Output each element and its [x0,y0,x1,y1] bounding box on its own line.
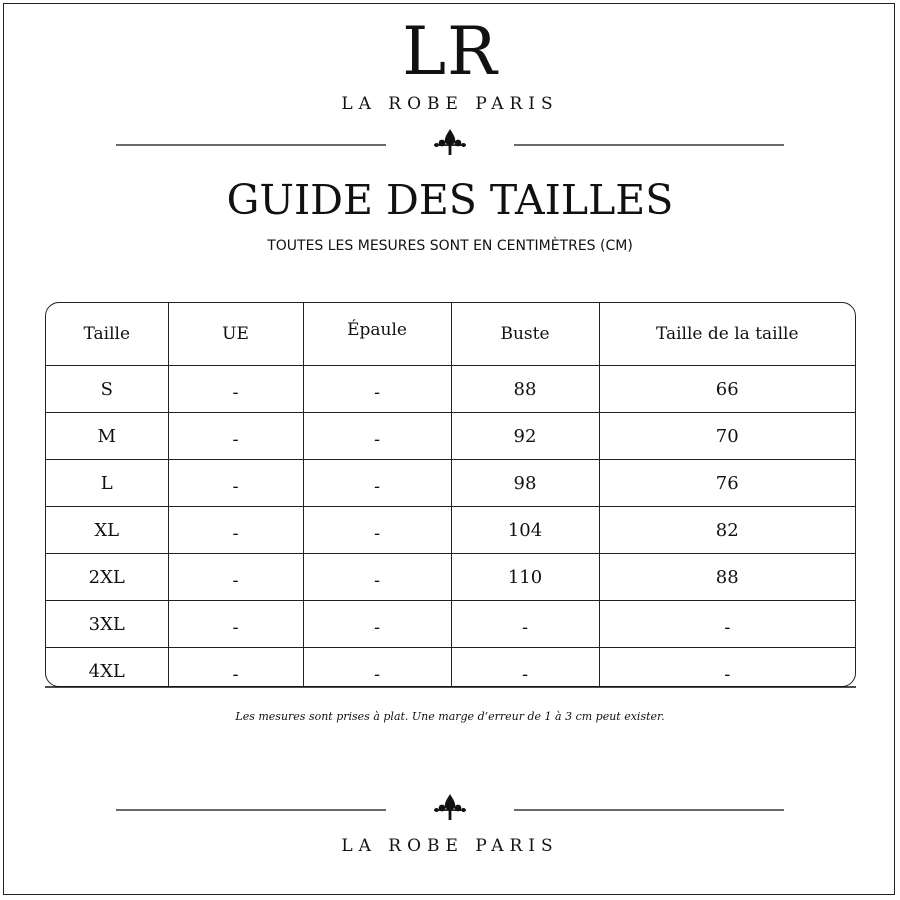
cell-size: M [46,413,168,460]
cell-buste: - [451,648,599,688]
cell-size: 3XL [46,601,168,648]
page-subtitle: TOUTES LES MESURES SONT EN CENTIMÈTRES (CM) [267,238,633,254]
cell-epaule: - [303,601,451,648]
cell-tour-de-taille: 70 [599,413,855,460]
cell-ue: - [168,413,303,460]
cell-epaule: - [303,648,451,688]
column-header-epaule: Épaule [303,303,451,366]
cell-buste: 110 [451,554,599,601]
cell-buste: - [451,601,599,648]
cell-tour-de-taille: 76 [599,460,855,507]
page-title: GUIDE DES TAILLES [226,176,674,224]
cell-ue: - [168,648,303,688]
logo-monogram: LR [402,13,498,90]
cell-epaule: - [303,554,451,601]
column-header-tour-de-taille: Taille de la taille [599,303,855,366]
cell-epaule: - [303,507,451,554]
cell-buste: 98 [451,460,599,507]
table-row [46,413,855,460]
table-row [46,554,855,601]
bottom-divider [0,790,900,830]
cell-buste: 92 [451,413,599,460]
cell-epaule: - [303,460,451,507]
table-row [46,648,855,688]
cell-ue: - [168,601,303,648]
measurement-note: Les mesures sont prises à plat. Une marge d’erreur de 1 à 3 cm peut exister. [235,710,665,723]
cell-epaule: - [303,413,451,460]
table-underline [0,685,900,689]
brand-name-top: LA ROBE PARIS [341,94,559,114]
column-header-buste: Buste [451,303,599,366]
cell-tour-de-taille: 82 [599,507,855,554]
cell-tour-de-taille: - [599,648,855,688]
column-header-ue: UE [168,303,303,366]
cell-size: 4XL [46,648,168,688]
brand-name-bottom: LA ROBE PARIS [341,836,559,856]
cell-buste: 104 [451,507,599,554]
cell-ue: - [168,460,303,507]
cell-epaule: - [303,366,451,413]
top-divider [0,125,900,165]
cell-buste: 88 [451,366,599,413]
cell-size: L [46,460,168,507]
cell-ue: - [168,554,303,601]
cell-ue: - [168,366,303,413]
size-table-container [45,302,856,687]
cell-tour-de-taille: 88 [599,554,855,601]
cell-size: XL [46,507,168,554]
column-header-taille: Taille [46,303,168,366]
cell-ue: - [168,507,303,554]
cell-size: S [46,366,168,413]
table-row [46,366,855,413]
cell-size: 2XL [46,554,168,601]
cell-tour-de-taille: - [599,601,855,648]
fleur-ornament-icon [434,129,466,155]
fleur-ornament-icon [434,794,466,820]
table-header-row [46,303,855,366]
table-row [46,601,855,648]
size-table [46,303,855,687]
table-row [46,460,855,507]
table-row [46,507,855,554]
cell-tour-de-taille: 66 [599,366,855,413]
